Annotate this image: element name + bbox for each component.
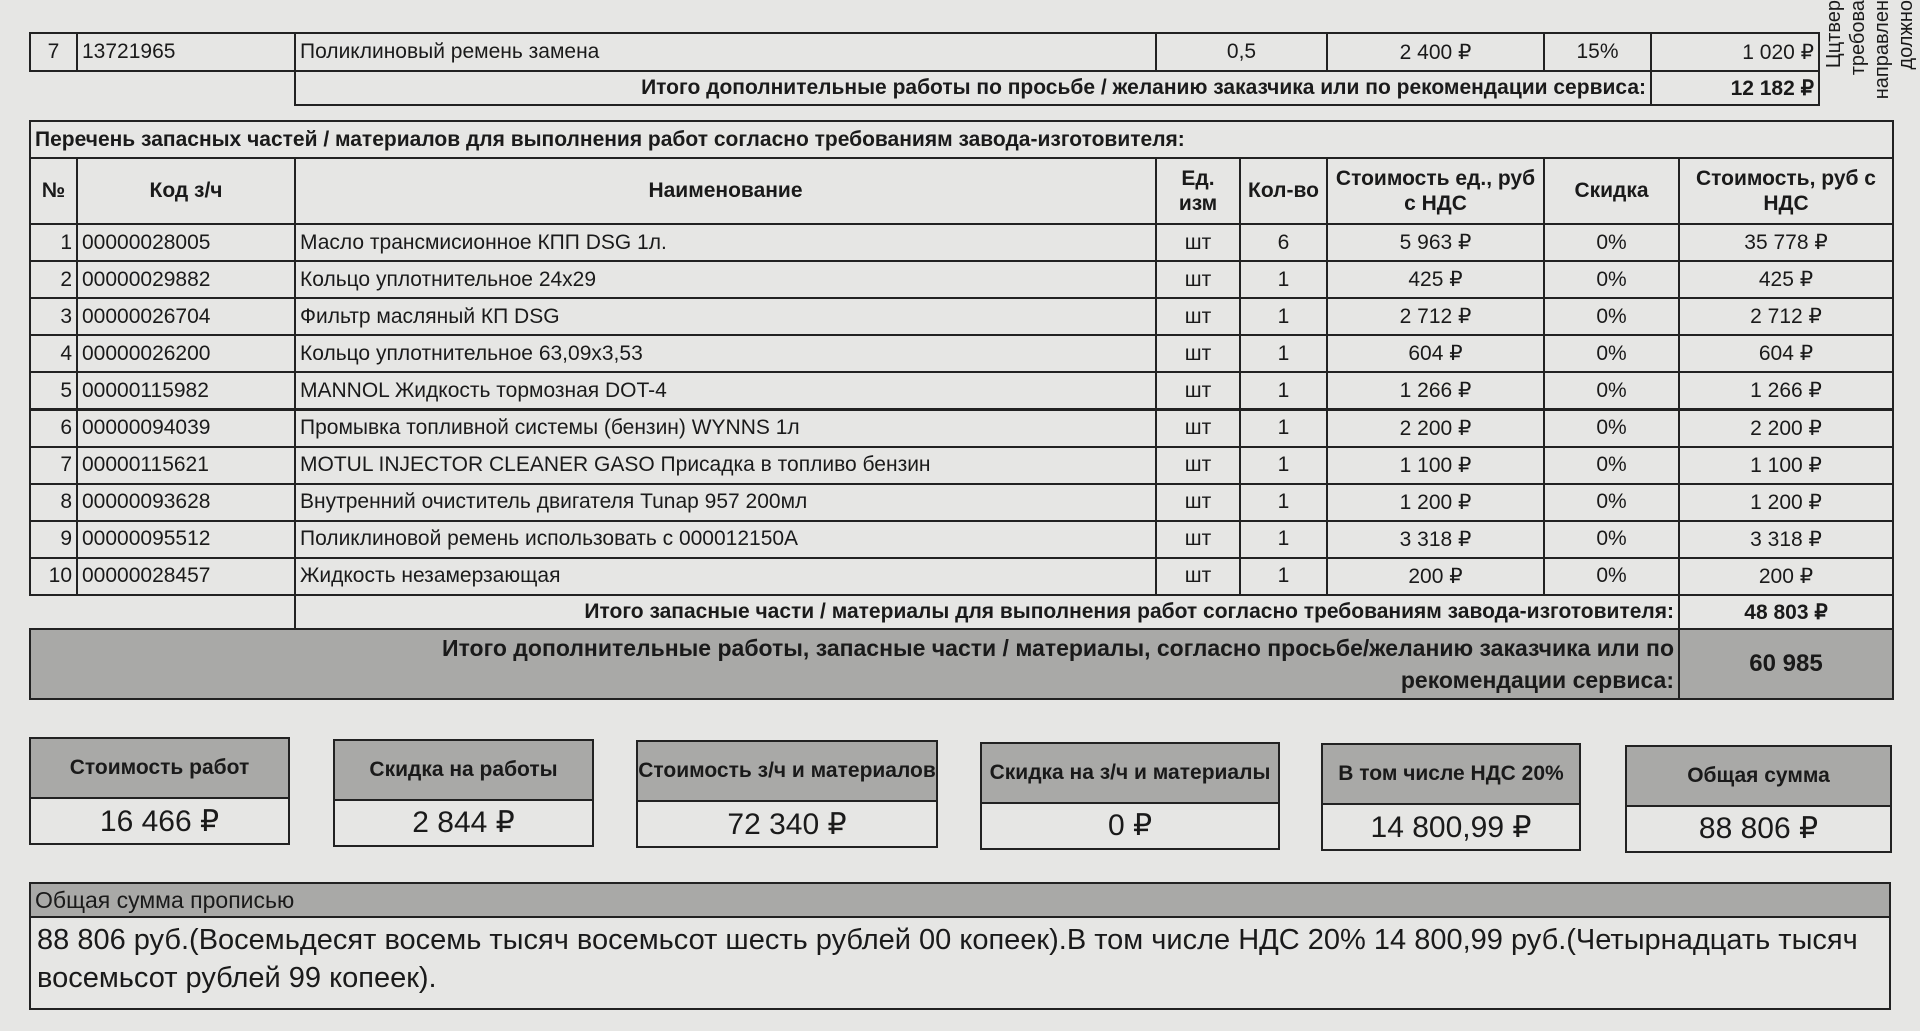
summary-value: 14 800,99 ₽	[1370, 810, 1532, 844]
table-row-cell: 3 318 ₽	[1678, 520, 1894, 559]
parts-title: Перечень запасных частей / материалов для выполнения работ согласно требованиям завода-изготовителя:	[29, 120, 1894, 159]
table-row-cell: 0%	[1543, 371, 1680, 410]
grand-total-value: 60 985	[1678, 628, 1894, 700]
table-row-cell: 0%	[1543, 409, 1680, 448]
work-total: 1 020 ₽	[1650, 32, 1820, 72]
table-row-cell: 6	[1239, 223, 1328, 262]
table-row-cell: 2	[29, 260, 78, 299]
table-row-cell: Промывка топливной системы (бензин) WYNNS 1л	[294, 409, 1157, 448]
table-row-cell: 425 ₽	[1326, 260, 1545, 299]
table-row-cell: Внутренний очиститель двигателя Tunap 957 200мл	[294, 483, 1157, 522]
table-row-cell: 8	[29, 483, 78, 522]
table-row-cell: 604 ₽	[1678, 334, 1894, 373]
words-label: Общая сумма прописью	[31, 884, 1889, 918]
table-row-cell: 00000093628	[76, 483, 296, 522]
table-row-cell: 5	[29, 371, 78, 410]
table-row-cell: 1	[1239, 483, 1328, 522]
summary-box	[29, 737, 290, 845]
table-row-cell: 00000094039	[76, 409, 296, 448]
table-row-cell: 1	[1239, 260, 1328, 299]
table-row-cell: 2 200 ₽	[1678, 409, 1894, 448]
table-row-cell: 10	[29, 557, 78, 596]
parts-total-label: Итого запасные части / материалы для выполнения работ согласно требованиям завода-изготовителя:	[294, 594, 1680, 630]
table-row-cell: шт	[1155, 297, 1241, 336]
table-row-cell: Кольцо уплотнительное 24x29	[294, 260, 1157, 299]
side-note: требова	[1847, 0, 1869, 76]
column-header: Код з/ч	[76, 157, 296, 225]
summary-value: 2 844 ₽	[412, 806, 515, 840]
table-row-cell: шт	[1155, 260, 1241, 299]
table-row-cell: 604 ₽	[1326, 334, 1545, 373]
column-header: Скидка	[1543, 157, 1680, 225]
work-name: Поликлиновый ремень замена	[294, 32, 1157, 72]
table-row-cell: 3 318 ₽	[1326, 520, 1545, 559]
column-header: Стоимость, руб с НДС	[1678, 157, 1894, 225]
table-row-cell: 2 712 ₽	[1326, 297, 1545, 336]
table-row-cell: 1 200 ₽	[1326, 483, 1545, 522]
summary-value: 72 340 ₽	[727, 807, 847, 841]
table-row-cell: 00000095512	[76, 520, 296, 559]
table-row-cell: 3	[29, 297, 78, 336]
table-row-cell: 1 266 ₽	[1326, 371, 1545, 410]
summary-label: В том числе НДС 20%	[1323, 745, 1579, 805]
table-row-cell: 1	[29, 223, 78, 262]
table-row-cell: 00000026704	[76, 297, 296, 336]
table-row-cell: шт	[1155, 409, 1241, 448]
table-row-cell: 425 ₽	[1678, 260, 1894, 299]
words-text: 88 806 руб.(Восемьдесят восемь тысяч восемьсот шесть рублей 00 копеек).В том числе НДС 20% 14 800,99 руб.(Четырнадцать тысяч восемьсот рублей 99 копеек).	[37, 924, 1858, 994]
table-row-cell: 00000115621	[76, 446, 296, 485]
table-row-cell: шт	[1155, 520, 1241, 559]
table-row-cell: 0%	[1543, 483, 1680, 522]
table-row-cell: 0%	[1543, 260, 1680, 299]
table-row-cell: 00000028005	[76, 223, 296, 262]
table-row-cell: Поликлиновой ремень использовать с 000012150A	[294, 520, 1157, 559]
summary-value: 16 466 ₽	[99, 804, 220, 838]
table-row-cell: Жидкость незамерзающая	[294, 557, 1157, 596]
table-row-cell: шт	[1155, 371, 1241, 410]
table-row-cell: MANNOL Жидкость тормозная DOT-4	[294, 371, 1157, 410]
table-row-cell: 0%	[1543, 557, 1680, 596]
work-num: 7	[29, 32, 78, 72]
summary-box	[1321, 743, 1581, 851]
table-row-cell: шт	[1155, 334, 1241, 373]
side-note: направлен	[1871, 0, 1893, 100]
table-row-cell: 1 100 ₽	[1678, 446, 1894, 485]
summary-label: Скидка на работы	[335, 741, 592, 801]
table-row-cell: 1	[1239, 297, 1328, 336]
table-row-cell: 1	[1239, 409, 1328, 448]
table-row-cell: 1 266 ₽	[1678, 371, 1894, 410]
work-discount: 15%	[1543, 32, 1652, 72]
table-row-cell: 00000028457	[76, 557, 296, 596]
grand-label-line1: Итого дополнительные работы, запасные части / материалы, согласно просьбе/желанию заказчика или по	[442, 634, 1674, 661]
summary-box	[636, 740, 938, 848]
summary-value: 0 ₽	[1107, 809, 1153, 843]
table-row-cell: 1	[1239, 371, 1328, 410]
table-row-cell: 1 100 ₽	[1326, 446, 1545, 485]
table-row-cell: 00000115982	[76, 371, 296, 410]
column-header: Ед. изм	[1155, 157, 1241, 225]
table-row-cell: 0%	[1543, 520, 1680, 559]
side-note: Ццтвер	[1823, 0, 1845, 69]
table-row-cell: Фильтр масляный КП DSG	[294, 297, 1157, 336]
table-row-cell: 35 778 ₽	[1678, 223, 1894, 262]
table-row-cell: 0%	[1543, 223, 1680, 262]
work-price: 2 400 ₽	[1326, 32, 1545, 72]
column-header: Стоимость ед., руб с НДС	[1326, 157, 1545, 225]
table-row-cell: 5 963 ₽	[1326, 223, 1545, 262]
summary-box	[980, 742, 1280, 850]
table-row-cell: Масло трансмисионное КПП DSG 1л.	[294, 223, 1157, 262]
summary-value: 88 806 ₽	[1698, 812, 1819, 846]
work-total-value: 12 182 ₽	[1650, 70, 1820, 106]
summary-label: Стоимость з/ч и материалов	[638, 742, 936, 802]
table-row-cell: 9	[29, 520, 78, 559]
work-code: 13721965	[76, 32, 296, 72]
table-row-cell: 1	[1239, 334, 1328, 373]
grand-total-label	[29, 628, 1680, 700]
table-row-cell: Кольцо уплотнительное 63,09x3,53	[294, 334, 1157, 373]
table-row-cell: шт	[1155, 223, 1241, 262]
table-row-cell: шт	[1155, 446, 1241, 485]
work-hours: 0,5	[1155, 32, 1328, 72]
summary-box	[1625, 745, 1892, 853]
table-row-cell: 7	[29, 446, 78, 485]
table-row-cell: 0%	[1543, 297, 1680, 336]
column-header: Кол-во	[1239, 157, 1328, 225]
table-row-cell: 0%	[1543, 446, 1680, 485]
table-row-cell: MOTUL INJECTOR CLEANER GASO Присадка в топливо бензин	[294, 446, 1157, 485]
table-row-cell: 6	[29, 409, 78, 448]
work-total-label: Итого дополнительные работы по просьбе / желанию заказчика или по рекомендации сервиса:	[294, 70, 1652, 106]
column-header: Наименование	[294, 157, 1157, 225]
summary-box	[333, 739, 594, 847]
summary-label: Общая сумма	[1627, 747, 1890, 807]
table-row-cell: 1	[1239, 520, 1328, 559]
table-row-cell: 00000029882	[76, 260, 296, 299]
table-row-cell: 2 712 ₽	[1678, 297, 1894, 336]
grand-label-line2: рекомендации сервиса:	[1400, 667, 1674, 693]
table-row-cell: 200 ₽	[1678, 557, 1894, 596]
table-row-cell: 1	[1239, 446, 1328, 485]
summary-label: Скидка на з/ч и материалы	[982, 744, 1278, 804]
parts-total-value: 48 803 ₽	[1678, 594, 1894, 630]
summary-label: Стоимость работ	[31, 739, 288, 799]
table-row-cell: 1 200 ₽	[1678, 483, 1894, 522]
table-row-cell: шт	[1155, 557, 1241, 596]
amount-in-words	[29, 882, 1891, 1010]
table-row-cell: 4	[29, 334, 78, 373]
table-row-cell: 0%	[1543, 334, 1680, 373]
table-row-cell: 1	[1239, 557, 1328, 596]
table-row-cell: шт	[1155, 483, 1241, 522]
table-row-cell: 200 ₽	[1326, 557, 1545, 596]
column-header: №	[29, 157, 78, 225]
side-note: должно	[1895, 0, 1917, 70]
table-row-cell: 00000026200	[76, 334, 296, 373]
table-row-cell: 2 200 ₽	[1326, 409, 1545, 448]
